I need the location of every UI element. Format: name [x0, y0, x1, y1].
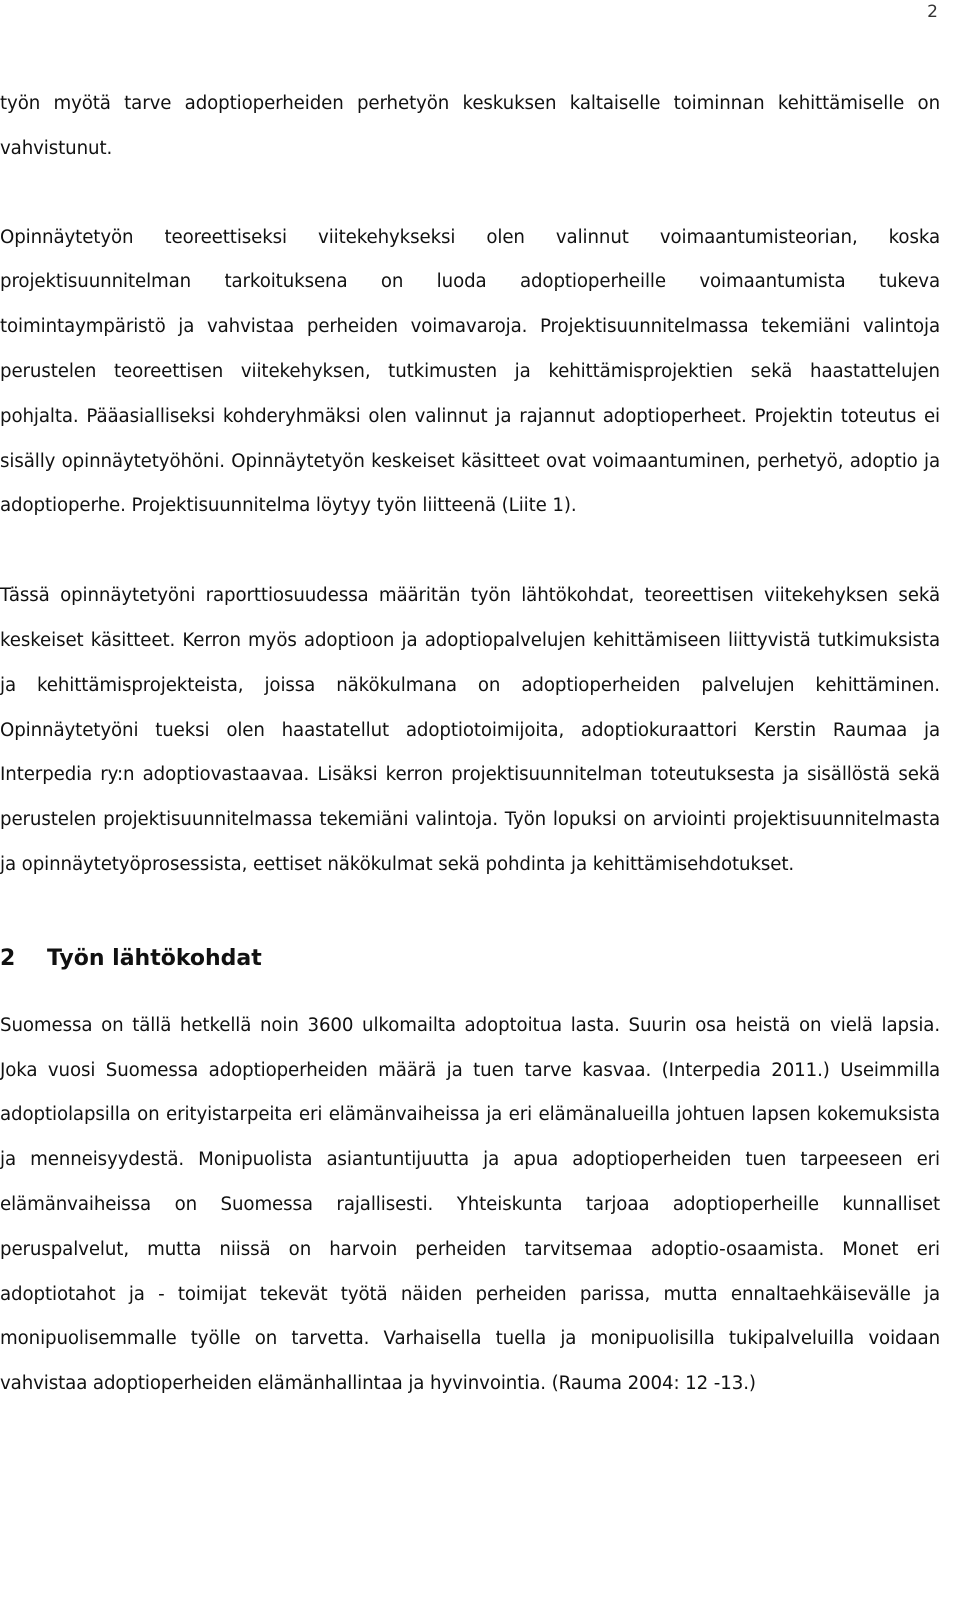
paragraph-report-outline: Tässä opinnäytetyöni raporttiosuudessa määritän työn lähtökohdat, teoreettisen viitekehyksen sekä keskeiset käsitteet. Kerron myös adoptioon ja adoptiopalvelujen kehittämiseen liittyvistä tutkimuksista ja kehittämisprojekteista, joissa näkökulmana on adoptioperheiden palvelujen kehittäminen. Opinnäytetyöni tueksi olen haastatellut adoptiotoimijoita, adoptiokuraattori Kerstin Raumaa ja Interpedia ry:n adoptiovastaavaa. Lisäksi kerron projektisuunnitelman toteutuksesta ja sisällöstä sekä perustelen projektisuunnitelmassa tekemiäni valintoja. Työn lopuksi on arviointi projektisuunnitelmasta ja opinnäytetyöprosessista, eettiset näkökulmat sekä pohdinta ja kehittämisehdotukset.: [0, 585, 940, 875]
page-number: 2: [927, 2, 938, 22]
section-title: Työn lähtökohdat: [47, 945, 262, 971]
paragraph-theoretical-framework: Opinnäytetyön teoreettiseksi viitekehykseksi olen valinnut voimaantumisteorian, koska projektisuunnitelman tarkoituksena on luoda adoptioperheille voimaantumista tukeva toimintaympäristö ja vahvistaa perheiden voimavaroja. Projektisuunnitelmassa tekemiäni valintoja perustelen teoreettisen viitekehyksen, tutkimusten ja kehittämisprojektien sekä haastattelujen pohjalta. Pääasialliseksi kohderyhmäksi olen valinnut ja rajannut adoptioperheet. Projektin toteutus ei sisälly opinnäytetyöhöni. Opinnäytetyön keskeiset käsitteet ovat voimaantuminen, perhetyö, adoptio ja adoptioperhe. Projektisuunnitelma löytyy työn liitteenä (Liite 1).: [0, 226, 940, 517]
paragraph-adoption-background: Suomessa on tällä hetkellä noin 3600 ulkomailta adoptoitua lasta. Suurin osa heistä on vielä lapsia. Joka vuosi Suomessa adoptioperheiden määrä ja tuen tarve kasvaa. (Interpedia 2011.) Useimmilla adoptiolapsilla on erityistarpeita eri elämänvaiheissa ja eri elämänalueilla johtuen lapsen kokemuksista ja menneisyydestä. Monipuolista asiantuntijuutta ja apua adoptioperheiden tuen tarpeeseen eri elämänvaiheissa on Suomessa rajallisesti. Yhteiskunta tarjoaa adoptioperheille kunnalliset peruspalvelut, mutta niissä on harvoin perheiden tarvitsemaa adoptio-osaamista. Monet eri adoptiotahot ja - toimijat tekevät työtä näiden perheiden parissa, mutta ennaltaehkäisevälle ja monipuolisemmalle työlle on tarvetta. Varhaisella tuella ja monipuolisilla tukipalveluilla voidaan vahvistaa adoptioperheiden elämänhallintaa ja hyvinvointia. (Rauma 2004: 12 -13.): [0, 1014, 940, 1395]
section-heading: [0, 944, 940, 974]
paragraph-intro-continuation: työn myötä tarve adoptioperheiden perhetyön keskuksen kaltaiselle toiminnan kehittämiselle on vahvistunut.: [0, 93, 940, 159]
document-body: [0, 82, 940, 1407]
section-number: 2: [0, 945, 16, 971]
